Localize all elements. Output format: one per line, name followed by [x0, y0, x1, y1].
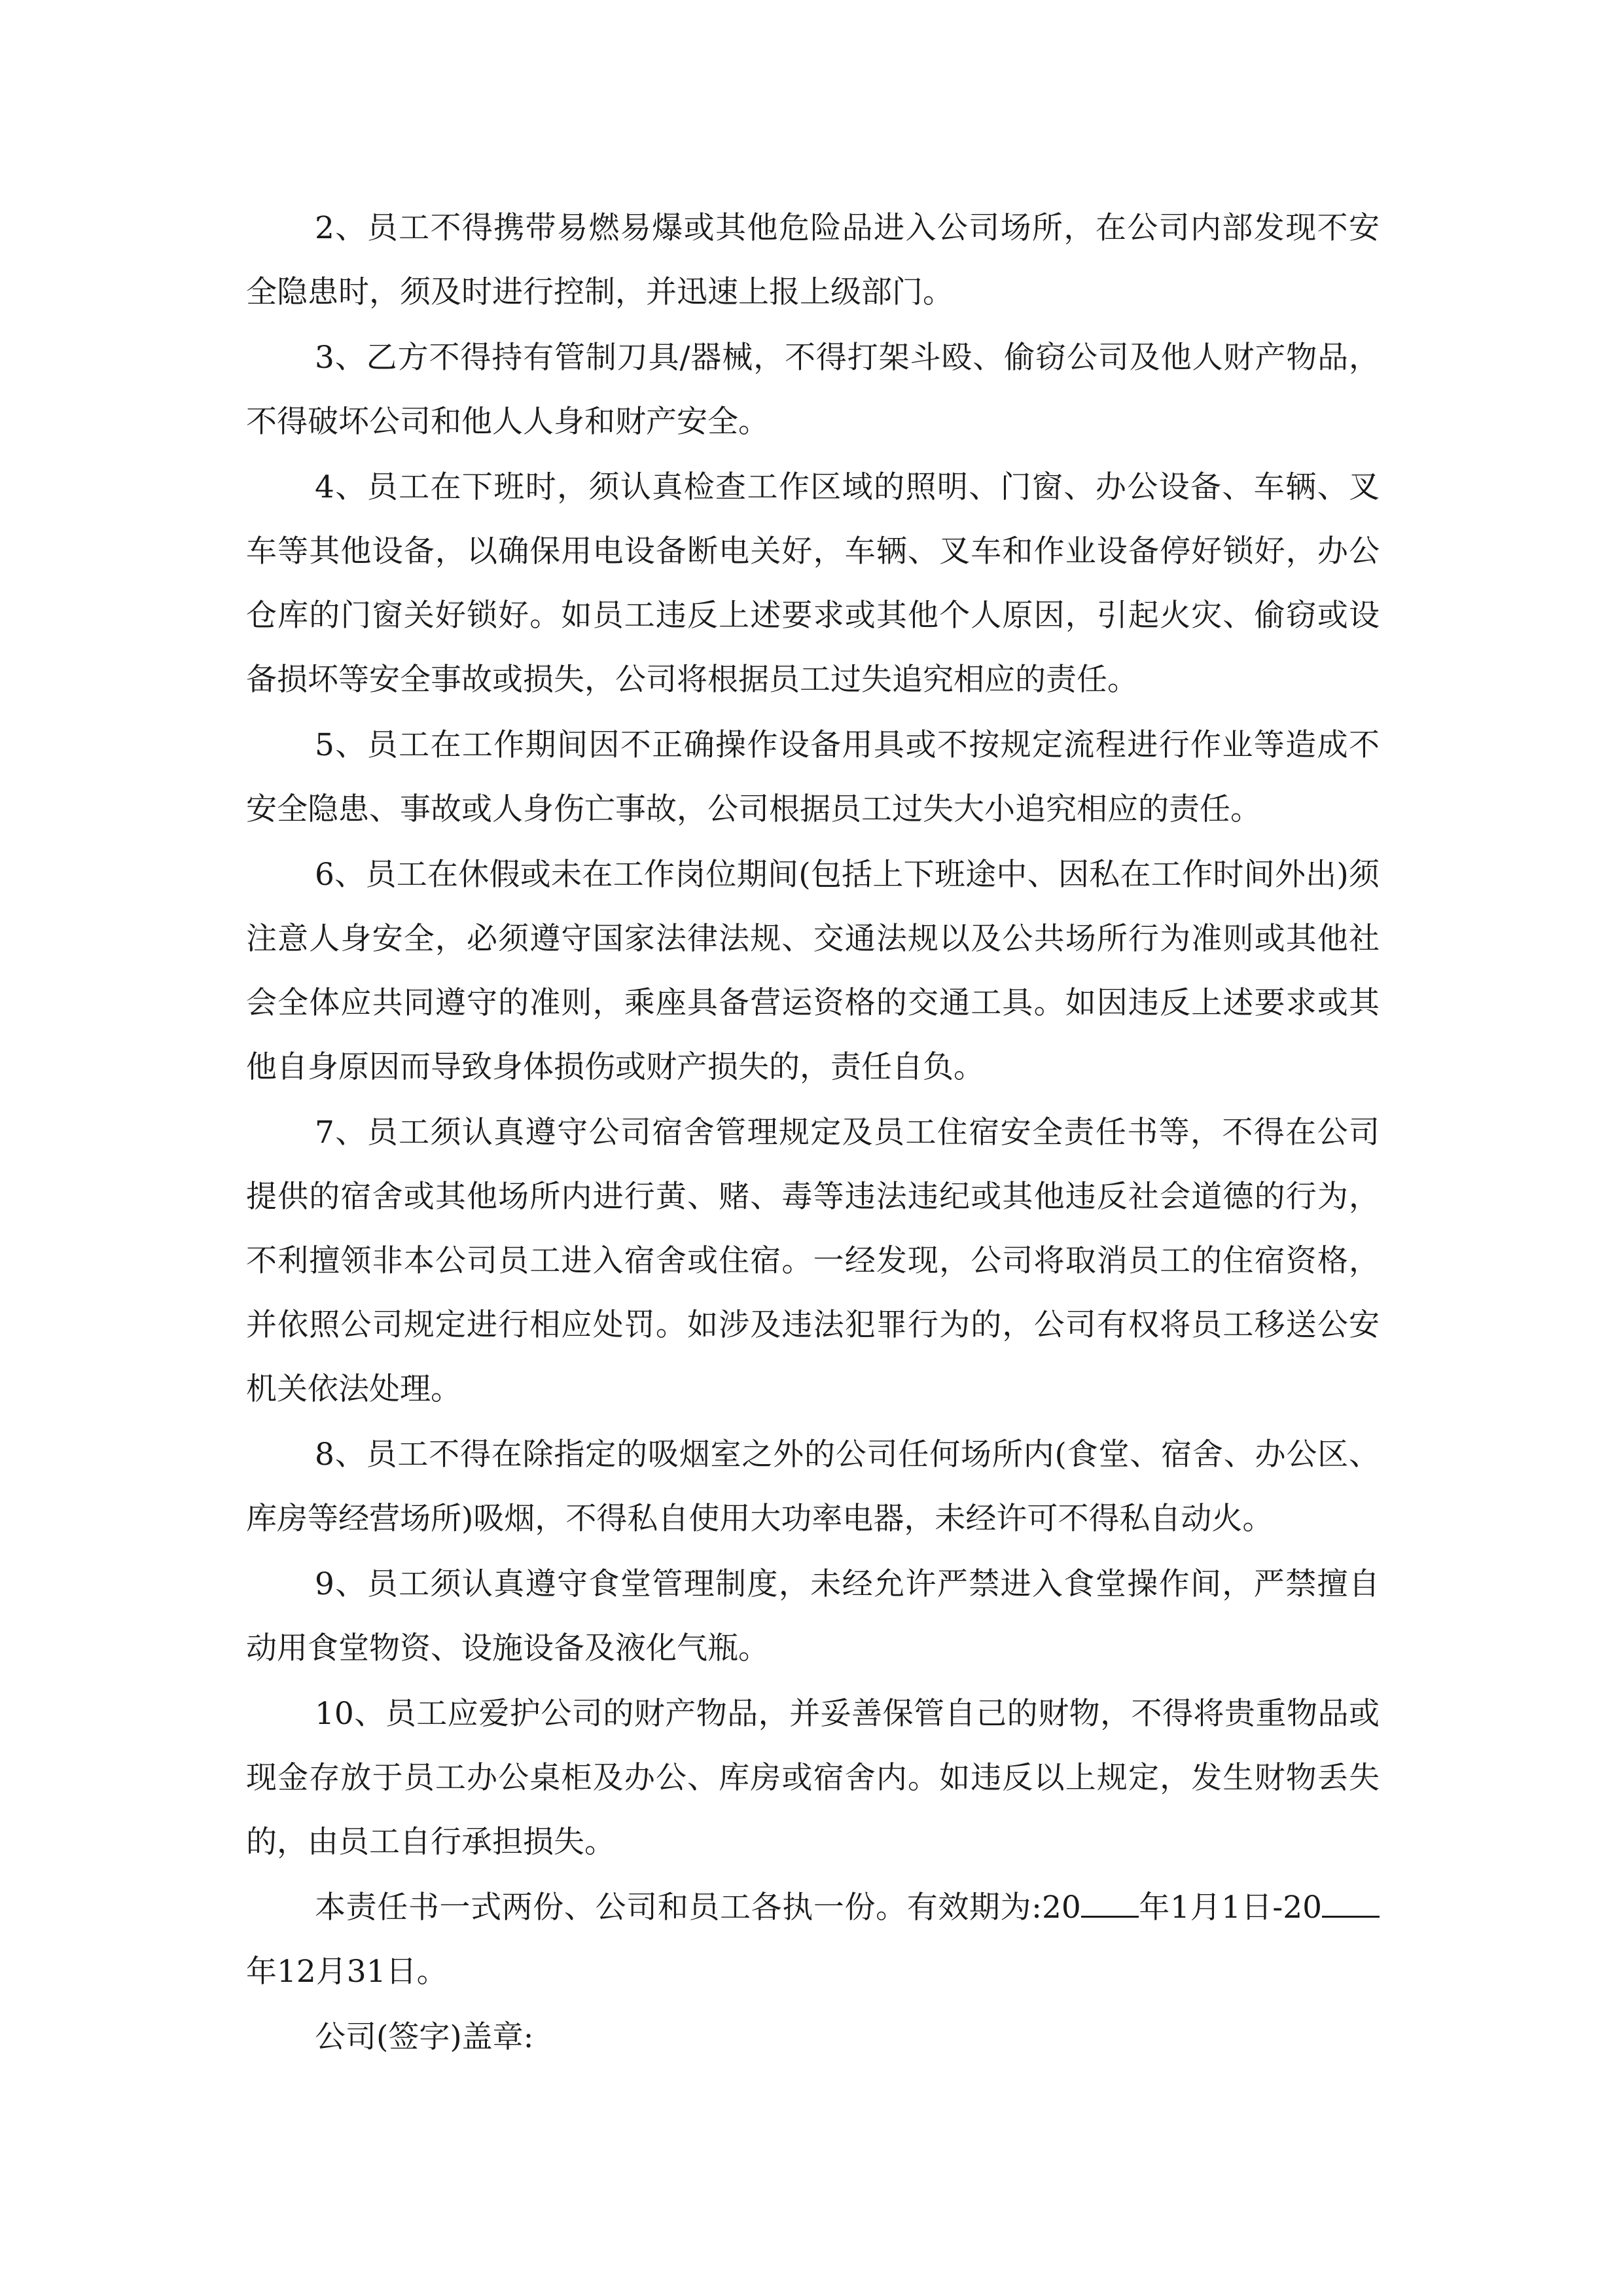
clause-10: 10、员工应爱护公司的财产物品，并妥善保管自己的财物，不得将贵重物品或现金存放于员工办公桌柜及办公、库房或宿舍内。如违反以上规定，发生财物丢失的，由员工自行承担损失。	[246, 1696, 1380, 1860]
clause-8: 8、员工不得在除指定的吸烟室之外的公司任何场所内(食堂、宿舍、办公区、库房等经营场所)吸烟，不得私自使用大功率电器，未经许可不得私自动火。	[246, 1437, 1380, 1537]
clause-2: 2、员工不得携带易燃易爆或其他危险品进入公司场所，在公司内部发现不安全隐患时，须及时进行控制，并迅速上报上级部门。	[246, 210, 1380, 310]
clause-4: 4、员工在下班时，须认真检查工作区域的照明、门窗、办公设备、车辆、叉车等其他设备，以确保用电设备断电关好，车辆、叉车和作业设备停好锁好，办公仓库的门窗关好锁好。如员工违反上述要求或其他个人原因，引起火灾、偷窃或设备损坏等安全事故或损失，公司将根据员工过失追究相应的责任。	[246, 469, 1380, 698]
clause-3: 3、乙方不得持有管制刀具/器械，不得打架斗殴、偷窃公司及他人财产物品，不得破坏公司和他人人身和财产安全。	[246, 340, 1380, 440]
validity-text-3: 年12月31日。	[246, 1954, 448, 1990]
clause-5: 5、员工在工作期间因不正确操作设备用具或不按规定流程进行作业等造成不安全隐患、事故或人身伤亡事故，公司根据员工过失大小追究相应的责任。	[246, 727, 1380, 827]
clause-9: 9、员工须认真遵守食堂管理制度，未经允许严禁进入食堂操作间，严禁擅自动用食堂物资、设施设备及液化气瓶。	[246, 1566, 1380, 1666]
validity-text-2: 年1月1日-20	[1138, 1890, 1322, 1926]
clause-7: 7、员工须认真遵守公司宿舍管理规定及员工住宿安全责任书等，不得在公司提供的宿舍或其他场所内进行黄、赌、毒等违法违纪或其他违反社会道德的行为，不利擅领非本公司员工进入宿舍或住宿。一经发现，公司将取消员工的住宿资格，并依照公司规定进行相应处罚。如涉及违法犯罪行为的，公司有权将员工移送公安机关依法处理。	[246, 1115, 1380, 1407]
company-signature-line: 公司(签字)盖章:	[315, 2019, 534, 2055]
year-blank-end	[1322, 1890, 1380, 1918]
validity-text-1: 本责任书一式两份、公司和员工各执一份。有效期为:20	[315, 1890, 1081, 1926]
validity-period	[246, 1876, 1380, 2004]
document-body	[246, 196, 1380, 2071]
year-blank-start	[1081, 1890, 1139, 1918]
clause-6: 6、员工在休假或未在工作岗位期间(包括上下班途中、因私在工作时间外出)须注意人身安全，必须遵守国家法律法规、交通法规以及公共场所行为准则或其他社会全体应共同遵守的准则，乘座具备营运资格的交通工具。如因违反上述要求或其他自身原因而导致身体损伤或财产损失的，责任自负。	[246, 857, 1380, 1085]
